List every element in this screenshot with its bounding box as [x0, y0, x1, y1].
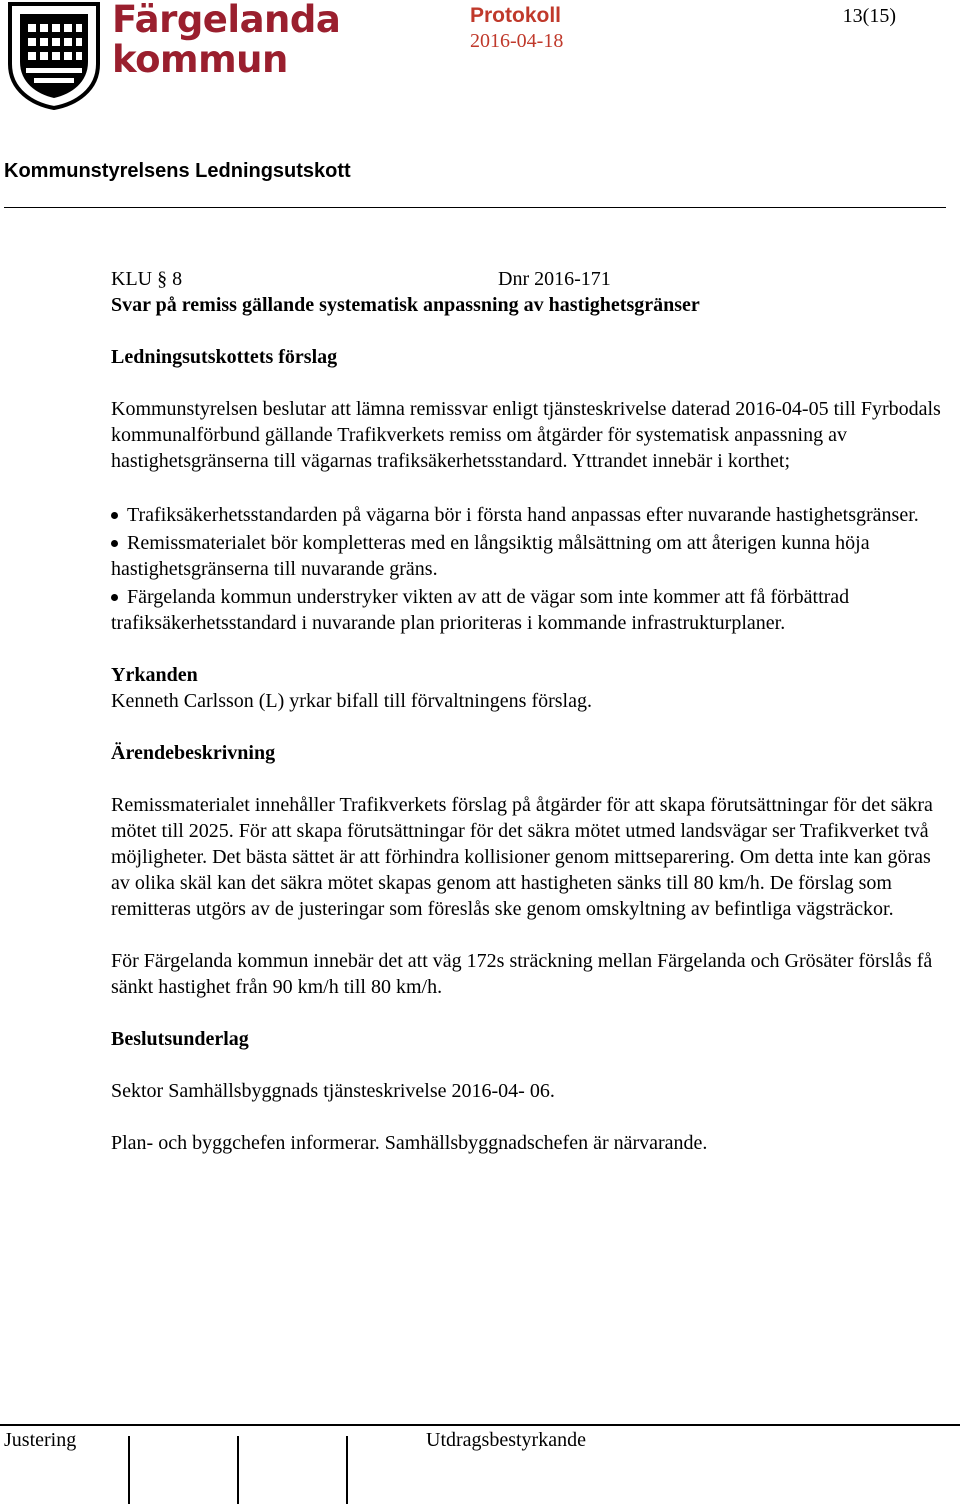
document-type: Protokoll — [470, 4, 562, 27]
description-paragraph-1: Remissmaterialet innehåller Trafikverkets förslag på åtgärder för att skapa förutsättningar för det säkra mötet till 2025. För att skapa förutsättningar för det säkra mötet utmed landsvägar ser Trafikverket två möjligheter. Det bästa sättet är att förhindra kollisioner genom mittseparering. Om detta inte kan göras av olika skäl kan det säkra mötet skapas genom att hastigheten sänks till 80 km/h. De förslag som remitteras utgörs av de justeringar som föreslås ske genom omskyltning av befintliga vägsträckor. — [111, 794, 933, 920]
item-reference-line — [111, 266, 951, 292]
logo-text-line2: kommun — [112, 38, 288, 81]
bullet-icon — [111, 512, 118, 519]
list-item — [111, 502, 951, 528]
proposal-heading: Ledningsutskottets förslag — [111, 346, 338, 368]
bullet-text: Remissmaterialet bör kompletteras med en långsiktig målsättning om att återigen kunna höja hastighetsgränserna till nuvarande gräns. — [111, 532, 870, 580]
footer-certification-label: Utdragsbestyrkande — [426, 1429, 586, 1451]
header-divider — [4, 207, 946, 208]
committee-name: Kommunstyrelsens Ledningsutskott — [4, 160, 351, 182]
basis-text: Sektor Samhällsbyggnads tjänsteskrivelse 2016-04- 06. — [111, 1080, 555, 1102]
paragraph-reference: KLU § 8 — [111, 268, 183, 290]
list-item — [111, 584, 951, 636]
document-date: 2016-04-18 — [470, 30, 564, 52]
footer-divider — [0, 1424, 960, 1426]
description-heading: Ärendebeskrivning — [111, 742, 276, 764]
bullet-icon — [111, 594, 118, 601]
coat-of-arms-icon — [6, 2, 102, 110]
info-text: Plan- och byggchefen informerar. Samhällsbyggnadschefen är närvarande. — [111, 1132, 708, 1154]
municipality-logo — [6, 0, 341, 110]
page-number: 13(15) — [842, 5, 896, 27]
description-paragraph-2: För Färgelanda kommun innebär det att väg 172s sträckning mellan Färgelanda och Grösäter förslås få sänkt hastighet från 90 km/h till 80 km/h. — [111, 950, 933, 998]
logo-text-line1: Färgelanda — [112, 0, 341, 41]
bullet-text: Trafiksäkerhetsstandarden på vägarna bör i första hand anpassas efter nuvarande hastighetsgränser. — [127, 504, 919, 526]
protocol-body — [111, 266, 951, 1156]
proposal-intro: Kommunstyrelsen beslutar att lämna remissvar enligt tjänsteskrivelse daterad 2016-04-05 till Fyrbodals kommunalförbund gällande Trafikverkets remiss om åtgärder för systematisk anpassning av hastighetsgränserna till vägarnas trafiksäkerhetsstandard. Yttrandet innebär i korthet; — [111, 398, 941, 472]
bullet-icon — [111, 540, 118, 547]
claims-heading: Yrkanden — [111, 664, 198, 686]
item-subject: Svar på remiss gällande systematisk anpassning av hastighetsgränser — [111, 294, 700, 316]
proposal-bullet-list — [111, 502, 951, 636]
case-number: Dnr 2016-171 — [498, 268, 611, 290]
bullet-text: Färgelanda kommun understryker vikten av att de vägar som inte kommer att få förbättrad trafiksäkerhetsstandard i nuvarande plan prioriteras i kommande infrastrukturplaner. — [111, 586, 850, 634]
claims-text: Kenneth Carlsson (L) yrkar bifall till förvaltningens förslag. — [111, 690, 592, 712]
signature-box-divider — [237, 1436, 239, 1504]
list-item — [111, 530, 951, 582]
basis-heading: Beslutsunderlag — [111, 1028, 249, 1050]
signature-box-divider — [346, 1436, 348, 1504]
footer-justering-label: Justering — [4, 1429, 77, 1451]
signature-box-divider — [128, 1436, 130, 1504]
